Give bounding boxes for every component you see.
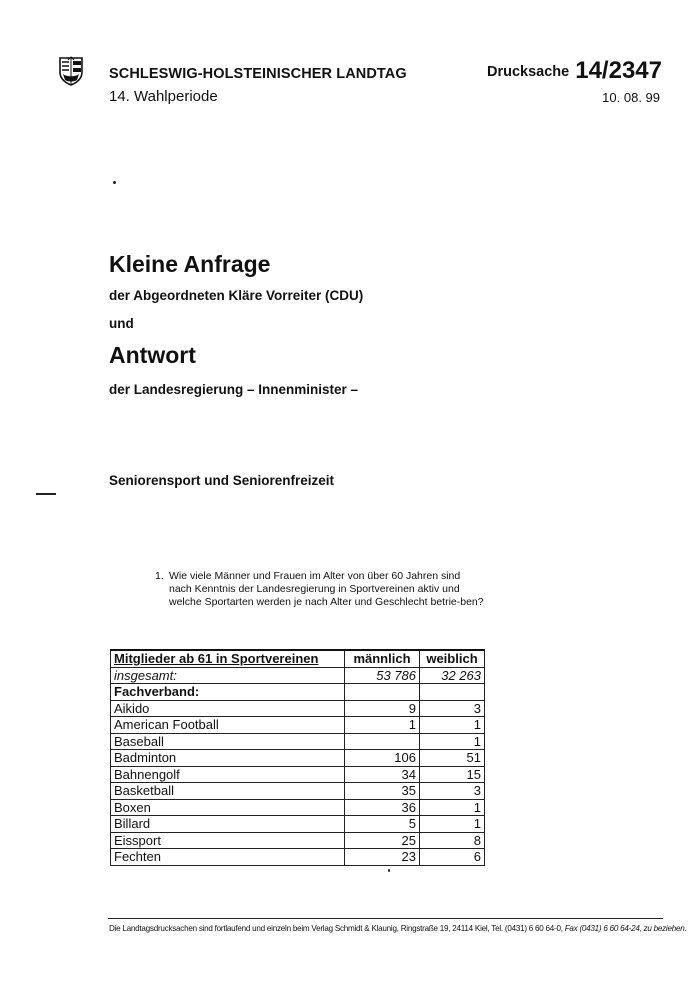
row-male: 25 [345, 832, 420, 849]
document-title: Kleine Anfrage [109, 251, 271, 277]
table-row [111, 750, 485, 767]
table-row [111, 849, 485, 866]
row-male: 5 [345, 816, 420, 833]
row-male: 23 [345, 849, 420, 866]
column-header-category: Mitglieder ab 61 in Sportvereinen [111, 650, 345, 667]
subject-line: Seniorensport und Seniorenfreizeit [109, 473, 335, 488]
table-row [111, 783, 485, 800]
row-male: 35 [345, 783, 420, 800]
row-female: 6 [420, 849, 485, 866]
table-row [111, 717, 485, 734]
row-label: Bahnengolf [111, 766, 345, 783]
table-row [111, 816, 485, 833]
inquirer-line: der Abgeordneten Kläre Vorreiter (CDU) [109, 288, 364, 303]
row-female: 3 [420, 700, 485, 717]
row-label: Billard [111, 816, 345, 833]
margin-mark [36, 493, 56, 495]
row-female: 8 [420, 832, 485, 849]
row-male: 36 [345, 799, 420, 816]
row-female: 1 [420, 816, 485, 833]
document-date: 10. 08. 99 [602, 90, 660, 105]
row-male: 1 [345, 717, 420, 734]
row-female: 1 [420, 717, 485, 734]
row-male: 106 [345, 750, 420, 767]
question-block [155, 570, 485, 608]
table-total-row [111, 667, 485, 684]
row-female: 1 [420, 733, 485, 750]
row-label: Boxen [111, 799, 345, 816]
table-row [111, 766, 485, 783]
table-header-row [111, 650, 485, 667]
section-label: Fachverband: [111, 684, 345, 701]
table-row [111, 700, 485, 717]
table-row [111, 799, 485, 816]
section-female-empty [420, 684, 485, 701]
organization-name: SCHLESWIG-HOLSTEINISCHER LANDTAG [109, 66, 407, 82]
total-male: 53 786 [345, 667, 420, 684]
legislative-period: 14. Wahlperiode [109, 88, 218, 105]
scan-speck [113, 181, 116, 184]
document-number: 14/2347 [575, 57, 662, 84]
row-label: Aikido [111, 700, 345, 717]
row-female: 1 [420, 799, 485, 816]
question-number: 1. [155, 570, 164, 582]
question-text: Wie viele Männer und Frauen im Alter von über 60 Jahren sind nach Kenntnis der Landesregierung in Sportvereinen aktiv und welche Sportarten werden je nach Alter und Geschlecht betrie-ben? [169, 570, 484, 608]
conjunction-line: und [109, 316, 134, 331]
row-label: Baseball [111, 733, 345, 750]
column-header-male: männlich [345, 650, 420, 667]
footer-ordering-info: Die Landtagsdrucksachen sind fortlaufend und einzeln beim Verlag Schmidt & Klaunig, Ringstraße 19, 24114 Kiel, Tel. (0431) 6 60 64-0, [109, 924, 563, 933]
row-label: American Football [111, 717, 345, 734]
coat-of-arms-icon [58, 56, 84, 86]
total-label: insgesamt: [111, 667, 345, 684]
row-label: Badminton [111, 750, 345, 767]
total-female: 32 263 [420, 667, 485, 684]
row-male [345, 733, 420, 750]
footer-divider [108, 918, 663, 919]
row-label: Basketball [111, 783, 345, 800]
row-label: Fechten [111, 849, 345, 866]
column-header-female: weiblich [420, 650, 485, 667]
document-reference [487, 57, 662, 85]
row-label: Eissport [111, 832, 345, 849]
table-section-row [111, 684, 485, 701]
row-female: 51 [420, 750, 485, 767]
table-row [111, 832, 485, 849]
footer-fax-info: Fax (0431) 6 60 64-24, zu beziehen. [564, 924, 687, 933]
footer-note [109, 924, 686, 933]
row-male: 9 [345, 700, 420, 717]
respondent-line: der Landesregierung – Innenminister – [109, 382, 359, 397]
membership-table [110, 649, 485, 866]
document-label: Drucksache [487, 64, 570, 80]
answer-title: Antwort [109, 342, 196, 368]
table-row [111, 733, 485, 750]
row-female: 3 [420, 783, 485, 800]
section-male-empty [345, 684, 420, 701]
scan-speck [388, 869, 390, 872]
row-male: 34 [345, 766, 420, 783]
row-female: 15 [420, 766, 485, 783]
